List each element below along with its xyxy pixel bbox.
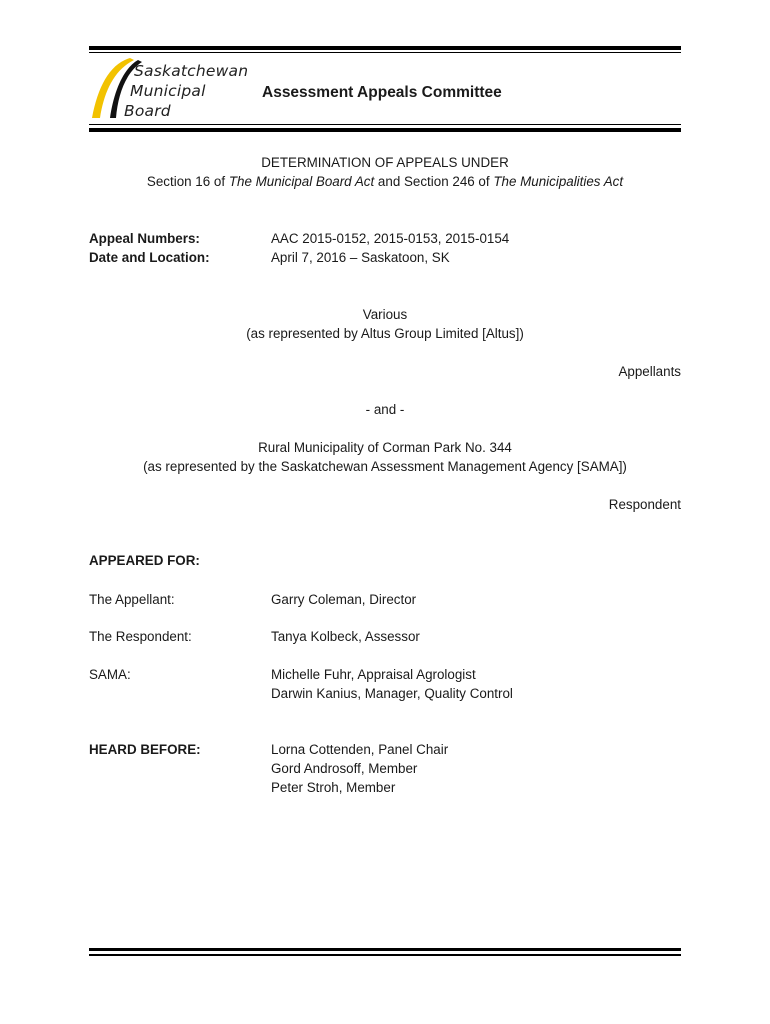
and-separator: - and - [365, 402, 405, 417]
appellant-value: Garry Coleman, Director [271, 592, 417, 607]
respondent-role-label: The Respondent: [89, 629, 192, 644]
appellants-label: Appellants [618, 364, 681, 379]
date-location-value: April 7, 2016 – Saskatoon, SK [271, 250, 450, 265]
bottom-rule-thick [89, 948, 681, 951]
respondent-name: Rural Municipality of Corman Park No. 344 [258, 440, 512, 455]
appeal-numbers-label: Appeal Numbers: [89, 231, 200, 246]
sama-label: SAMA: [89, 667, 131, 682]
sama-value-1: Michelle Fuhr, Appraisal Agrologist [271, 667, 476, 682]
bottom-rule-thin [89, 954, 681, 956]
panel-member-2: Gord Androsoff, Member [271, 761, 418, 776]
header-rule-thin [89, 124, 681, 125]
panel-member-3: Peter Stroh, Member [271, 780, 396, 795]
heard-before-heading: HEARD BEFORE: [89, 742, 201, 757]
logo-line-3: Board [124, 102, 171, 120]
logo-line-2: Municipal [130, 82, 206, 100]
appeared-for-heading: APPEARED FOR: [89, 553, 200, 568]
respondent-value: Tanya Kolbeck, Assessor [271, 629, 420, 644]
top-rule-thin [89, 52, 681, 53]
determination-text-a: Section 16 of [146, 174, 229, 189]
respondent-representation: (as represented by the Saskatchewan Assessment Management Agency [SAMA]) [143, 459, 627, 474]
sama-value-2: Darwin Kanius, Manager, Quality Control [271, 686, 513, 701]
committee-title: Assessment Appeals Committee [262, 84, 502, 101]
header-rule-thick [89, 128, 681, 132]
panel-member-1: Lorna Cottenden, Panel Chair [271, 742, 449, 757]
appeal-numbers-value: AAC 2015-0152, 2015-0153, 2015-0154 [271, 231, 510, 246]
top-rule-thick [89, 46, 681, 50]
appellant-label: The Appellant: [89, 592, 175, 607]
municipalities-act: The Municipalities Act [493, 174, 624, 189]
determination-text-b: and Section 246 of [374, 174, 494, 189]
determination-line-1: DETERMINATION OF APPEALS UNDER [261, 155, 509, 170]
date-location-label: Date and Location: [89, 250, 210, 265]
appellant-name: Various [362, 307, 408, 322]
respondent-label: Respondent [608, 497, 681, 512]
municipal-board-act: The Municipal Board Act [228, 174, 375, 189]
board-logo [90, 56, 250, 122]
logo-line-1: Saskatchewan [134, 62, 249, 80]
appellant-representation: (as represented by Altus Group Limited [Altus]) [246, 326, 524, 341]
determination-line-2 [89, 174, 681, 189]
